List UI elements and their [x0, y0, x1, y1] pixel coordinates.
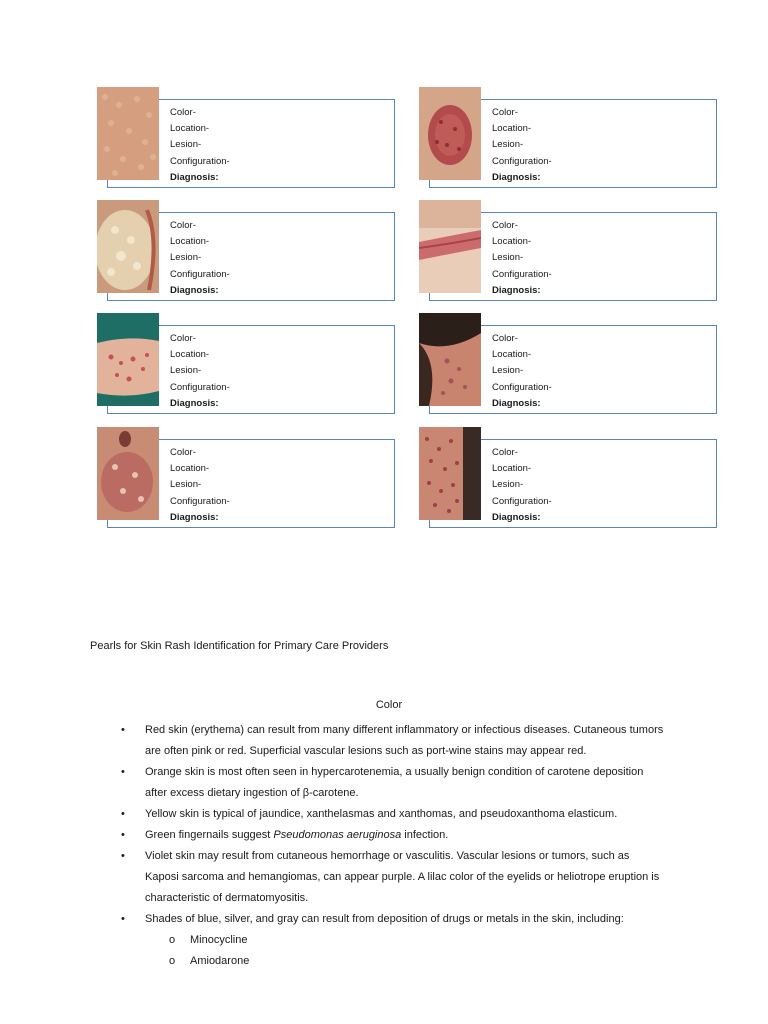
configuration-label: Configuration-: [170, 381, 230, 393]
location-label: Location-: [170, 123, 210, 135]
rash-photo-5: [97, 313, 159, 406]
location-label: Location-: [492, 463, 532, 475]
lesion-label: Lesion-: [170, 365, 202, 377]
location-label: Location-: [170, 463, 210, 475]
location-label: Location-: [170, 349, 210, 361]
configuration-label: Configuration-: [170, 268, 230, 280]
card-fields: [170, 105, 230, 186]
location-label: Location-: [492, 349, 532, 361]
bullet-item: • Red skin (erythema) can result from many different inflammatory or infectious diseases. Cutaneous tumors are often pink or red. Superficial vascular lesions such as port-wine stains may appear red.: [121, 720, 666, 762]
sub-bullet-item: o Amiodarone: [145, 951, 666, 972]
sub-bullet-list: [145, 930, 666, 972]
lesion-label: Lesion-: [170, 252, 202, 264]
bullet-item: • Violet skin may result from cutaneous hemorrhage or vasculitis. Vascular lesions or tumors, such as Kaposi sarcoma and hemangiomas, can appear purple. A lilac color of the eyelids or heliotrope eruption is characteristic of dermatomyositis.: [121, 846, 666, 909]
diagnosis-label: Diagnosis:: [492, 511, 541, 523]
rash-card-5: [97, 313, 397, 417]
sub-bullet-item: o Minocycline: [145, 930, 666, 951]
color-label: Color-: [492, 107, 518, 118]
diagnosis-label: Diagnosis:: [170, 511, 219, 523]
card-fields: [170, 331, 230, 412]
lesion-label: Lesion-: [492, 365, 524, 377]
location-label: Location-: [492, 123, 532, 135]
bullet-text: infection.: [401, 829, 449, 841]
rash-card-4: [419, 200, 719, 304]
rash-card-7: [97, 427, 397, 531]
bullet-item: • Yellow skin is typical of jaundice, xanthelasmas and xanthomas, and pseudoxanthoma elasticum.: [121, 804, 666, 825]
configuration-label: Configuration-: [492, 155, 552, 167]
color-label: Color-: [170, 447, 196, 458]
color-label: Color-: [170, 107, 196, 118]
lesion-label: Lesion-: [492, 252, 524, 264]
diagnosis-label: Diagnosis:: [170, 397, 219, 409]
configuration-label: Configuration-: [492, 381, 552, 393]
color-bullet-list: [121, 720, 666, 972]
configuration-label: Configuration-: [170, 155, 230, 167]
location-label: Location-: [492, 236, 532, 248]
card-fields: [170, 218, 230, 299]
bullet-text: Green fingernails suggest: [145, 829, 274, 841]
diagnosis-label: Diagnosis:: [492, 284, 541, 296]
color-label: Color-: [492, 220, 518, 231]
rash-photo-7: [97, 427, 159, 520]
rash-card-1: [97, 87, 397, 191]
document-title: Pearls for Skin Rash Identification for Primary Care Providers: [90, 640, 389, 652]
lesion-label: Lesion-: [170, 139, 202, 151]
bullet-item: [121, 825, 666, 846]
rash-photo-3: [97, 200, 159, 293]
bullet-text: Shades of blue, silver, and gray can result from deposition of drugs or metals in the skin, including:: [145, 913, 624, 925]
bullet-item: • Orange skin is most often seen in hypercarotenemia, a usually benign condition of carotene deposition after excess dietary ingestion of β-carotene.: [121, 762, 666, 804]
configuration-label: Configuration-: [492, 495, 552, 507]
rash-photo-2: [419, 87, 481, 180]
rash-photo-6: [419, 313, 481, 406]
card-fields: [492, 445, 552, 526]
rash-card-6: [419, 313, 719, 417]
diagnosis-label: Diagnosis:: [170, 284, 219, 296]
location-label: Location-: [170, 236, 210, 248]
lesion-label: Lesion-: [492, 479, 524, 491]
section-heading-color: Color: [375, 699, 403, 711]
card-fields: [492, 331, 552, 412]
color-label: Color-: [170, 333, 196, 344]
rash-card-2: [419, 87, 719, 191]
color-label: Color-: [170, 220, 196, 231]
configuration-label: Configuration-: [492, 268, 552, 280]
diagnosis-label: Diagnosis:: [170, 171, 219, 183]
card-fields: [492, 105, 552, 186]
rash-photo-8: [419, 427, 481, 520]
diagnosis-label: Diagnosis:: [492, 171, 541, 183]
card-fields: [170, 445, 230, 526]
color-label: Color-: [492, 333, 518, 344]
lesion-label: Lesion-: [170, 479, 202, 491]
rash-card-8: [419, 427, 719, 531]
organism-name: Pseudomonas aeruginosa: [273, 829, 402, 841]
color-label: Color-: [492, 447, 518, 458]
rash-card-3: [97, 200, 397, 304]
rash-photo-1: [97, 87, 159, 180]
lesion-label: Lesion-: [492, 139, 524, 151]
bullet-item: [121, 909, 666, 972]
diagnosis-label: Diagnosis:: [492, 397, 541, 409]
card-fields: [492, 218, 552, 299]
configuration-label: Configuration-: [170, 495, 230, 507]
rash-photo-4: [419, 200, 481, 293]
